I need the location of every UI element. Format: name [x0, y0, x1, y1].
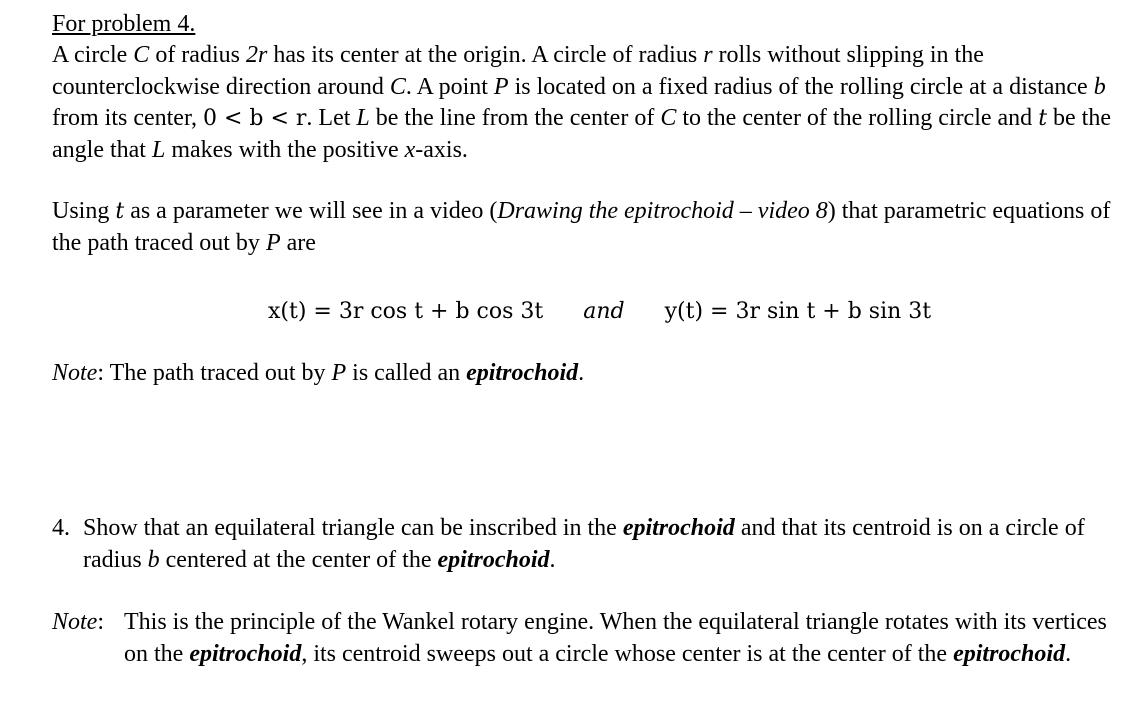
video-title: Drawing the epitrochoid – video 8 — [497, 198, 828, 224]
problem-text: centered at the center of the — [159, 547, 438, 573]
equation-x: x(t) = 3r cos t + b cos 3t — [268, 299, 544, 324]
note-body — [124, 606, 1127, 670]
problem-statement — [83, 512, 1127, 576]
intro-text: has its center at the origin. A circle of radius — [267, 42, 704, 68]
var-r: r — [703, 42, 713, 68]
var-L: L — [356, 105, 370, 131]
problem-text: Show that an equilateral triangle can be inscribed in the — [83, 515, 623, 541]
var-t: t — [1038, 106, 1048, 131]
using-paragraph — [52, 196, 1122, 259]
intro-text: makes with the positive — [165, 136, 405, 163]
note-text: This is the principle of the Wankel rotary engine. When the equilateral triangle rotates with its vertices on the — [124, 609, 1107, 667]
var-P: P — [265, 229, 281, 256]
intro-paragraph — [52, 40, 1122, 166]
problem-text: and that its centroid is on a circle of radius — [83, 515, 1085, 573]
intro-text: from its center, — [52, 105, 203, 131]
var-b: b — [1093, 73, 1106, 100]
var-t: t — [115, 199, 125, 224]
term-epitrochoid: epitrochoid — [466, 360, 579, 386]
intro-text: is located on a fixed radius of the rolling circle at a distance — [508, 73, 1094, 100]
term-epitrochoid: epitrochoid — [953, 641, 1066, 667]
spacer — [52, 166, 1122, 196]
using-text: as a parameter we will see in a video ( — [124, 198, 498, 224]
intro-text: be the line from the center of — [369, 105, 661, 131]
term-epitrochoid: epitrochoid — [622, 515, 735, 541]
intro-text: . Let — [306, 105, 357, 131]
problem-4 — [52, 512, 1127, 576]
intro-text: be the angle that — [52, 105, 1112, 163]
note-text: , its centroid sweeps out a circle whose center is at the center of the — [301, 641, 954, 667]
equation-y: y(t) = 3r sin t + b sin 3t — [664, 299, 932, 324]
intro-text: of radius — [149, 42, 246, 68]
note-text: . — [578, 360, 585, 386]
intro-text: . A point — [405, 73, 494, 100]
equation-and: and — [583, 299, 625, 324]
using-text: are — [280, 229, 316, 256]
intro-text: -axis. — [415, 136, 468, 163]
using-text: ) that parametric equations of the path traced out by — [52, 198, 1111, 256]
parametric-equations — [268, 291, 931, 332]
var-P: P — [331, 360, 347, 386]
note-colon: : — [97, 609, 104, 635]
note-label-text: Note — [52, 609, 98, 635]
note-wankel — [52, 606, 1127, 670]
intro-text: to the center of the rolling circle and — [676, 105, 1039, 131]
var-C: C — [133, 42, 150, 68]
intro-text: rolls without slipping in the counterclockwise direction around — [52, 42, 984, 100]
var-b: b — [147, 547, 160, 573]
var-L: L — [151, 136, 166, 163]
note-label — [52, 606, 104, 638]
note-text: . — [1065, 641, 1072, 667]
note-epitrochoid — [52, 357, 584, 389]
note-label: Note — [52, 360, 98, 386]
var-x: x — [404, 136, 416, 163]
problem-number: 4. — [52, 515, 70, 541]
var-P: P — [493, 73, 509, 100]
note-text: is called an — [346, 360, 467, 386]
using-text: Using — [52, 198, 116, 224]
note-text: : The path traced out by — [97, 360, 332, 386]
term-epitrochoid: epitrochoid — [437, 547, 550, 573]
var-C: C — [660, 105, 677, 131]
var-C: C — [389, 73, 406, 100]
problem-text: . — [549, 547, 556, 573]
term-epitrochoid: epitrochoid — [189, 641, 302, 667]
document-page — [52, 8, 1122, 259]
var-2r: 2r — [245, 42, 268, 68]
section-heading: For problem 4. — [52, 11, 196, 37]
intro-text: A circle — [52, 42, 134, 68]
inequality: 0 < b < r — [202, 106, 307, 131]
